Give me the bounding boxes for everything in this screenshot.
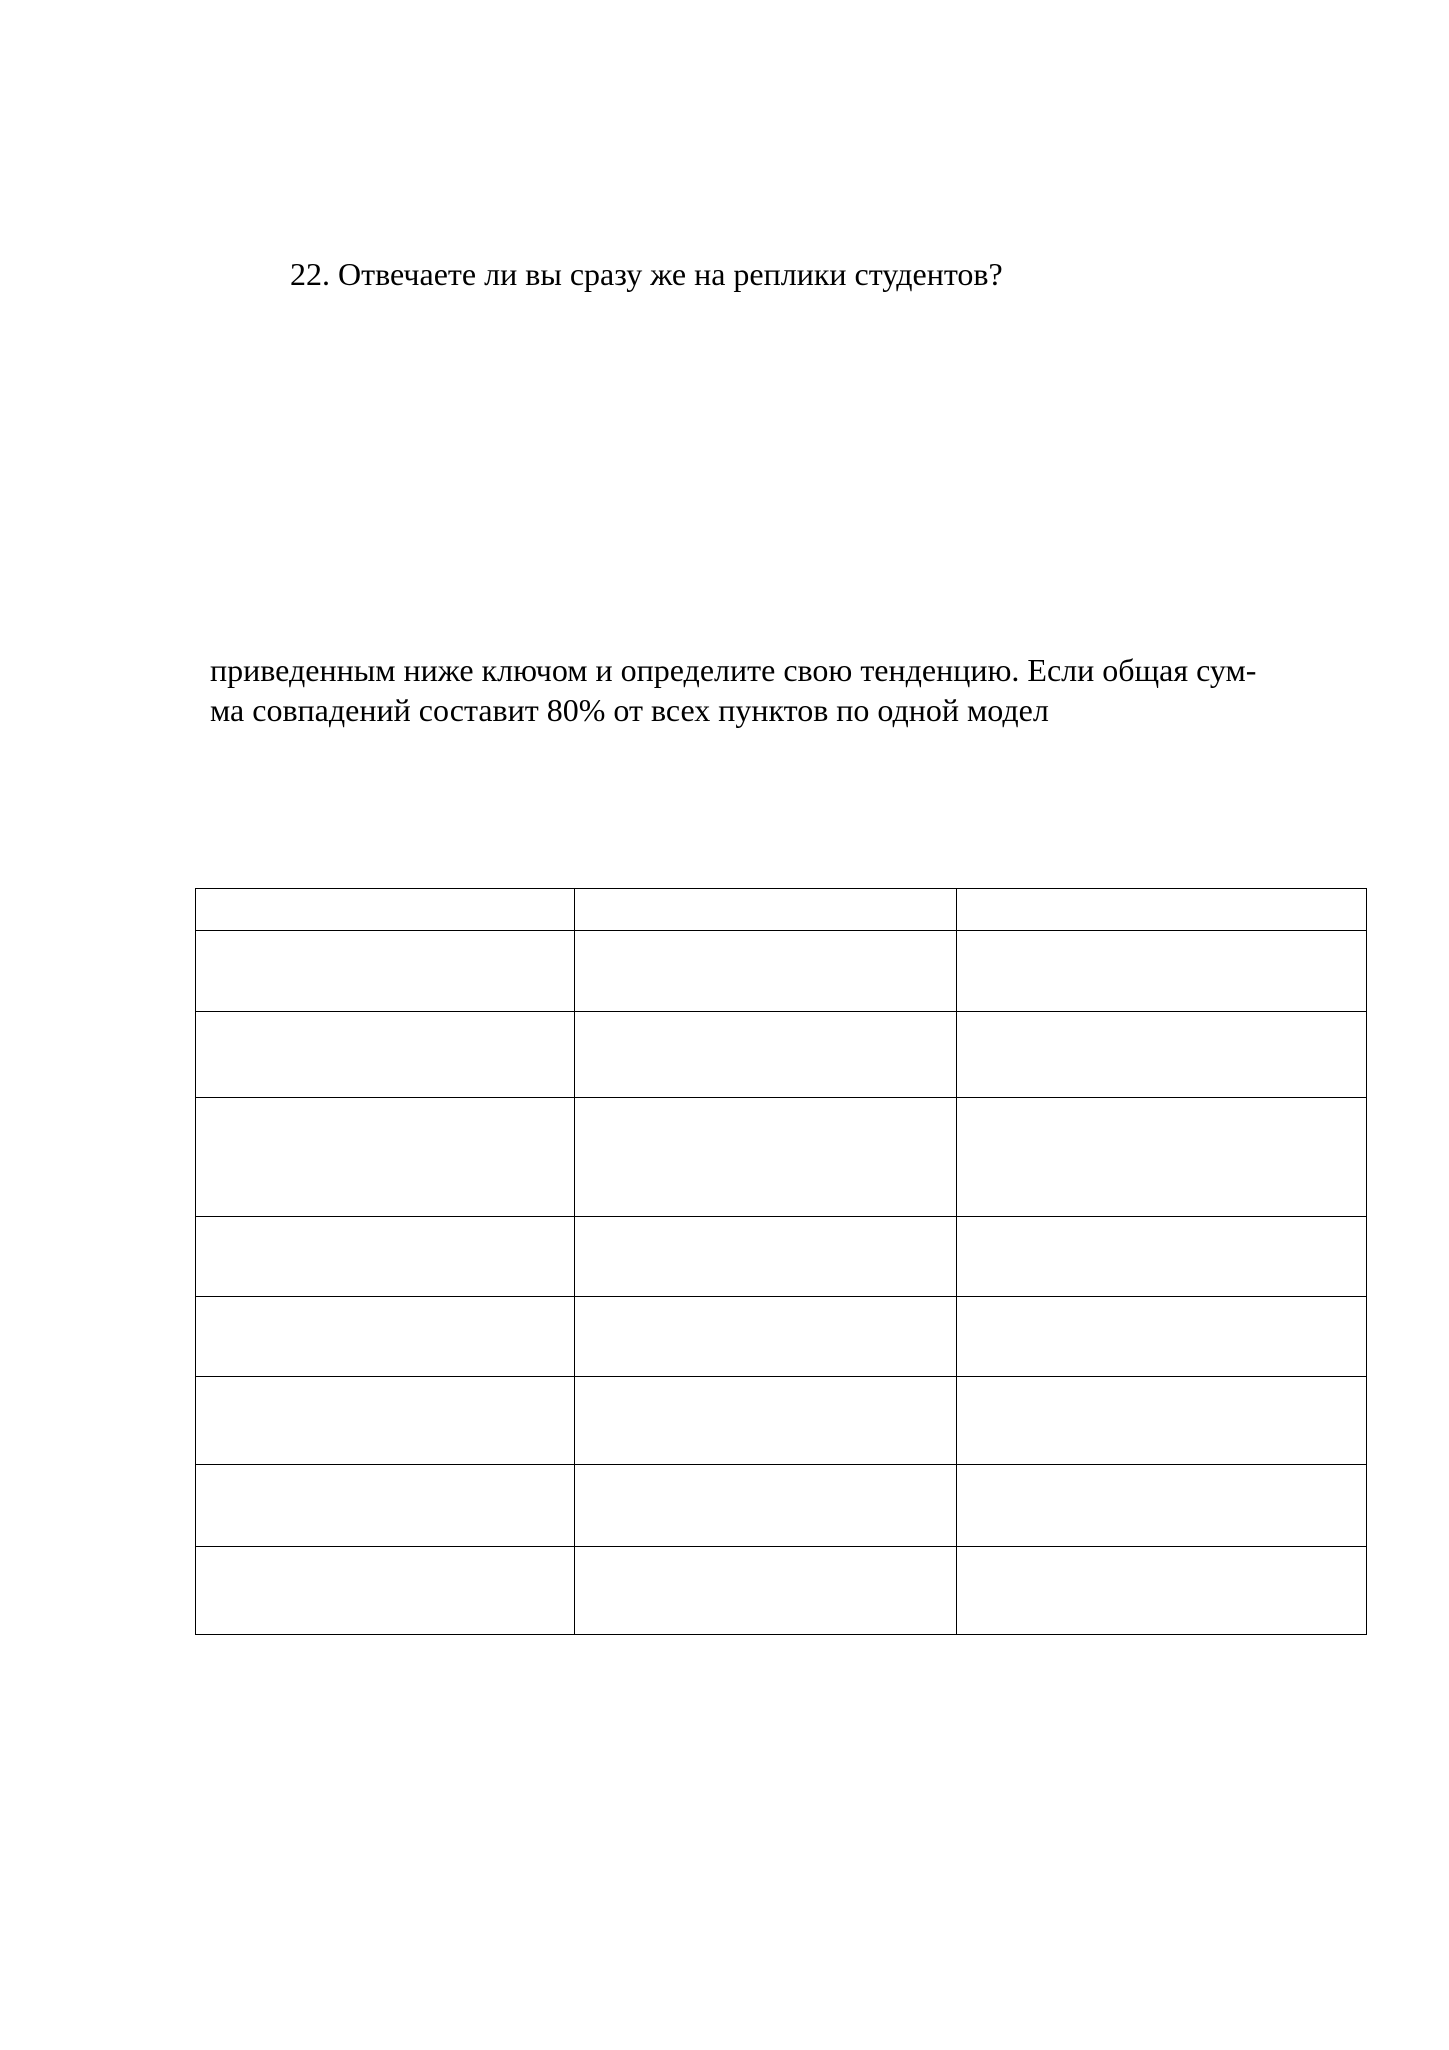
table-row — [196, 1547, 1367, 1635]
table-row — [196, 1297, 1367, 1377]
instruction-line: приведенным ниже ключом и определите свою тенденцию. Если общая сум- — [210, 652, 1257, 688]
table-row — [196, 1377, 1367, 1465]
table-cell — [575, 1297, 957, 1377]
table-cell — [196, 1098, 575, 1217]
question-22: 22. Отвечаете ли вы сразу же на реплики студентов? — [290, 256, 1003, 292]
table-cell — [575, 1465, 957, 1547]
table-cell — [575, 931, 957, 1012]
table-cell — [575, 1547, 957, 1635]
table-cell — [196, 1217, 575, 1297]
table-cell — [957, 1465, 1367, 1547]
table-cell — [575, 1377, 957, 1465]
table-row — [196, 931, 1367, 1012]
table-cell — [575, 1098, 957, 1217]
table-cell — [957, 889, 1367, 931]
table-cell — [196, 1465, 575, 1547]
table-cell — [196, 1547, 575, 1635]
table-cell — [196, 1377, 575, 1465]
table-row — [196, 1098, 1367, 1217]
table-row — [196, 1012, 1367, 1098]
table-cell — [957, 1547, 1367, 1635]
table-cell — [575, 1217, 957, 1297]
table-cell — [957, 1377, 1367, 1465]
table-cell — [957, 931, 1367, 1012]
table-cell — [957, 1297, 1367, 1377]
table-cell — [196, 1012, 575, 1098]
table-cell — [196, 1297, 575, 1377]
table-cell — [957, 1217, 1367, 1297]
table-row — [196, 1465, 1367, 1547]
table-row — [196, 889, 1367, 931]
table-cell — [196, 931, 575, 1012]
table-cell — [957, 1098, 1367, 1217]
table-row — [196, 1217, 1367, 1297]
instruction-line: ма совпадений составит 80% от всех пунктов по одной модел — [210, 692, 1049, 728]
table-cell — [575, 1012, 957, 1098]
instruction-paragraph — [210, 650, 1360, 730]
answer-key-table — [195, 888, 1367, 1635]
table-cell — [575, 889, 957, 931]
table-cell — [957, 1012, 1367, 1098]
table-cell — [196, 889, 575, 931]
